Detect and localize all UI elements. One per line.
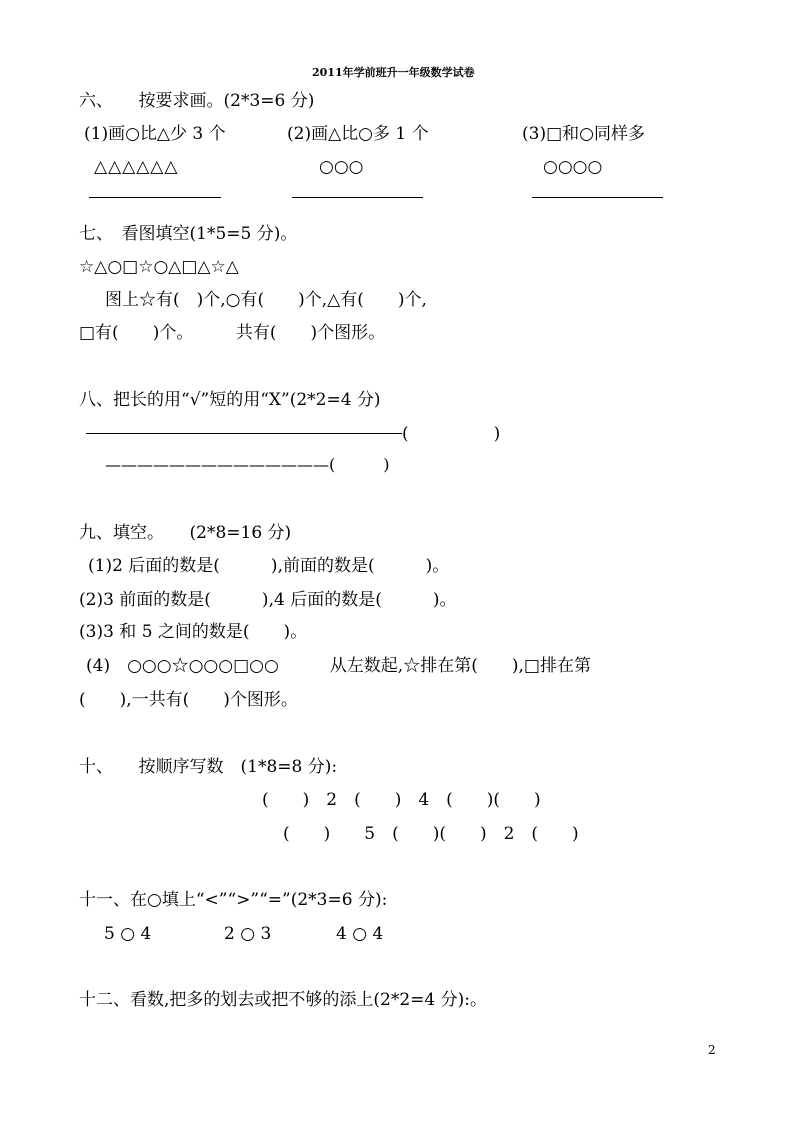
s8-long-line	[86, 433, 402, 434]
section-8-title: 八、把长的用“√”短的用“X”(2*2=4 分)	[79, 390, 381, 410]
page-header: 2011年学前班升一年级数学试卷	[312, 66, 475, 79]
section-6-title: 六、 按要求画。(2*3=6 分)	[79, 91, 315, 111]
s7-shape-sequence: ☆△○□☆○△□△☆△	[79, 257, 239, 277]
s9-q4-line-1: (4) ○○○☆○○○□○○ 从左数起,☆排在第( ),□排在第	[86, 656, 591, 676]
s10-row-1: ( ) 2 ( ) 4 ( )( )	[262, 790, 541, 810]
s9-q2: (2)3 前面的数是( ),4 后面的数是( )。	[79, 590, 457, 610]
s6-q2-label: (2)画△比○多 1 个	[287, 124, 429, 144]
s11-compare-3[interactable]: 4 ○ 4	[336, 924, 384, 944]
section-9-title: 九、填空。 (2*8=16 分)	[79, 523, 292, 543]
s9-q1: (1)2 后面的数是( ),前面的数是( )。	[88, 556, 450, 576]
s11-compare-1[interactable]: 5 ○ 4	[104, 924, 152, 944]
s9-q3: (3)3 和 5 之间的数是( )。	[79, 622, 308, 642]
s8-short-line-answer[interactable]: ——————————————( )	[105, 455, 390, 474]
section-7-title: 七、 看图填空(1*5=5 分)。	[79, 224, 298, 244]
s6-q1-shapes: △△△△△△	[94, 157, 179, 177]
s6-q3-label: (3)□和○同样多	[522, 124, 645, 144]
s9-q4-line-2: ( ),一共有( )个图形。	[79, 690, 298, 710]
s6-q1-label: (1)画○比△少 3 个	[84, 124, 226, 144]
s6-answer-line-1[interactable]	[89, 197, 221, 198]
s7-line-2: □有( )个。 共有( )个图形。	[79, 323, 386, 343]
s11-compare-2[interactable]: 2 ○ 3	[224, 924, 272, 944]
s6-q2-shapes: ○○○	[319, 157, 364, 177]
section-12-title: 十二、看数,把多的划去或把不够的添上(2*2=4 分):。	[79, 990, 487, 1010]
s6-answer-line-2[interactable]	[292, 197, 423, 198]
s6-answer-line-3[interactable]	[532, 197, 663, 198]
s10-row-2: ( ) 5 ( )( ) 2 ( )	[283, 824, 579, 844]
page-number: 2	[708, 1043, 716, 1057]
section-11-title: 十一、在○填上“<”“>”“=”(2*3=6 分):	[79, 890, 388, 910]
s6-q3-shapes: ○○○○	[543, 157, 603, 177]
s7-line-1: 图上☆有( )个,○有( )个,△有( )个,	[105, 290, 427, 310]
s8-long-answer[interactable]: ( )	[402, 424, 501, 444]
section-10-title: 十、 按顺序写数 (1*8=8 分):	[79, 757, 338, 777]
